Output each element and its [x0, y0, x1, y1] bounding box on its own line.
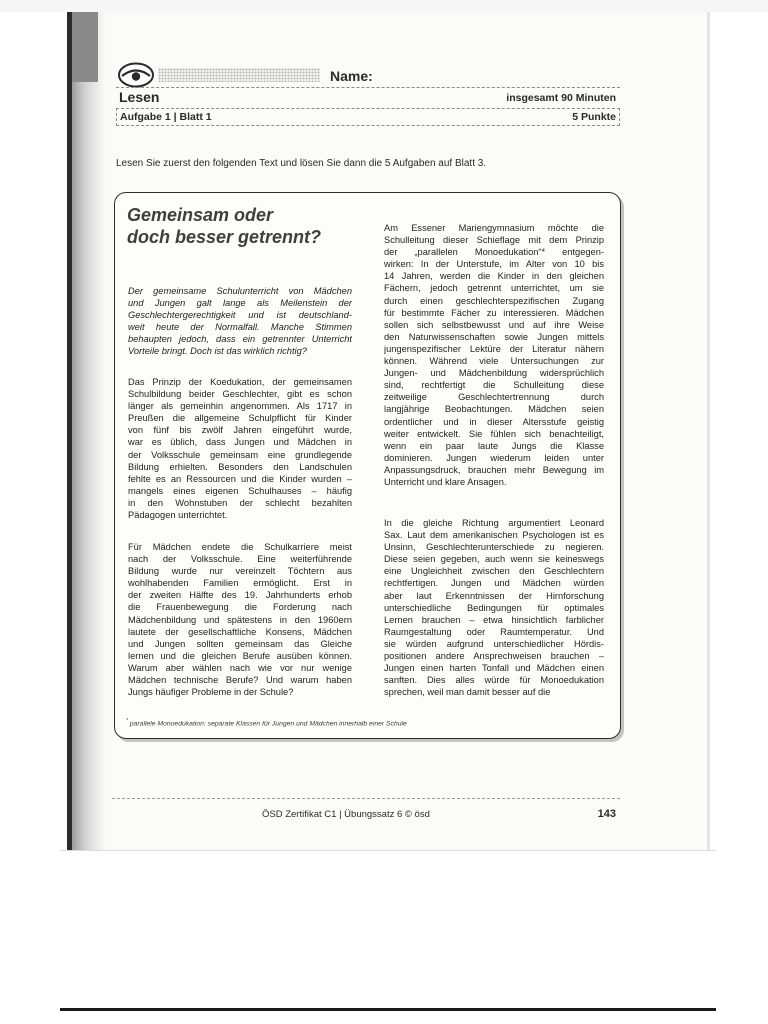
time-limit: insgesamt 90 Minuten — [506, 92, 616, 104]
text-line: der Volksschule gemeinsam eine grundlegende — [128, 449, 352, 460]
text-line: Warum aber wählen nach wie vor nur wenige — [128, 662, 352, 673]
footer-divider — [112, 798, 620, 799]
blank-lower-page — [60, 850, 716, 1008]
header-divider — [116, 87, 620, 88]
page-number: 143 — [597, 808, 616, 820]
instruction-text: Lesen Sie zuerst den folgenden Text und lösen Sie dann die 5 Aufgaben auf Blatt 3. — [116, 158, 487, 169]
text-line: Sax. Laut dem amerikanischen Psychologen ist es — [384, 530, 604, 541]
text-line: der zweiten Hälfte des 19. Jahrhunderts erhob — [128, 590, 352, 601]
text-line: Jungen einen harten Tonfall und Mädchen einen — [384, 663, 604, 674]
article-paragraph-1 — [128, 376, 352, 521]
article-lead — [128, 285, 352, 358]
page-left-edge — [67, 12, 72, 850]
points-label: 5 Punkte — [572, 111, 616, 123]
name-field-shading — [158, 68, 320, 82]
text-line: Anpassungsdruck, brauchen mehr Bewegung im — [384, 464, 604, 475]
task-label: Aufgabe 1 | Blatt 1 — [120, 111, 212, 123]
eye-icon — [116, 62, 156, 88]
section-title: Lesen — [119, 89, 160, 105]
name-label: Name: — [330, 68, 373, 84]
text-line: sprechen, weil man damit besser auf die — [384, 687, 551, 698]
text-line: behaupten jedoch, dass ein getrennter Unterricht — [128, 334, 352, 345]
text-line: weiter entwickelt. Sie fühlen sich benachteiligt, — [384, 428, 604, 439]
text-line: können. Während viele Untersuchungen zur — [384, 356, 604, 367]
text-line: Schulbildung beider Geschlechter, gibt es schon — [128, 389, 352, 400]
text-line: sind, rechtfertigt die Schulleitung diese — [384, 380, 604, 391]
text-line: lernen und die gleichen Berufe ausüben können. — [128, 650, 352, 661]
text-line: 14 Jahren, werden die Kinder in den gleichen — [384, 271, 604, 282]
text-line: durch einen geschlechterspezifischen Zugang — [384, 295, 604, 306]
text-line: Bildung erhielten. Besonders den Landschulen — [128, 461, 352, 472]
text-line: Diese seien gegeben, auch wenn sie keineswegs — [384, 554, 604, 565]
article-title-line: doch besser getrennt? — [127, 227, 322, 247]
article-title-line: Gemeinsam oder — [127, 205, 274, 225]
text-line: rechtfertigen. Jungen und Mädchen würden — [384, 578, 604, 589]
footnote — [126, 718, 407, 727]
text-line: Bildung wurde nur vereinzelt Töchtern aus — [128, 566, 352, 577]
text-line: Unterricht und klare Ansagen. — [384, 476, 507, 487]
text-line: Jungen- und Mädchenbildung widersprüchlich — [384, 368, 604, 379]
page-corner-shadow — [72, 12, 98, 82]
text-line: und Jungen sollten gemeinsam das Gleiche — [128, 638, 352, 649]
text-line: Unsinn, Geschlechterunterschiede zu negieren. — [384, 542, 604, 553]
footer-text: ÖSD Zertifikat C1 | Übungssatz 6 © ösd — [262, 809, 430, 820]
text-line: den Naturwissenschaften sowie Jungen mittels — [384, 331, 604, 342]
text-line: Lernen brauchen – etwa hinsichtlich farblicher — [384, 614, 604, 625]
footnote-text: parallele Monoedukation: separate Klassen für Jungen und Mädchen innerhalb einer Schule — [129, 720, 407, 728]
text-line: langjährige Beobachtungen. Mädchen seien — [384, 404, 604, 415]
text-line: dominieren. Jungen wiederum leiden unter — [384, 452, 604, 463]
text-line: Preußen die allgemeine Schulpflicht für Kinder — [128, 413, 352, 424]
text-line: für bestimmte Fächer zu interessieren. Mädchen — [384, 307, 604, 318]
text-line: Mädchenbildung und spätestens in den 1960ern — [128, 614, 352, 625]
article-paragraph-2 — [128, 541, 352, 698]
text-line: fehlte es an Ressourcen und die Kinder wurden – — [128, 473, 352, 484]
text-line: zeitweilige Geschlechtertrennung durch — [384, 392, 604, 403]
text-line: sanften. Dies alles würde für Monoedukation — [384, 675, 604, 686]
text-line: Pädagogen unterrichtet. — [128, 510, 228, 521]
text-line: wenn ein paar laute Jungs die Klasse — [384, 440, 604, 451]
text-line: aber laut Erkenntnissen der Hirnforschung — [384, 590, 604, 601]
scan-background — [0, 0, 768, 12]
text-line: unterschiedliche Bedingungen für optimales — [384, 602, 604, 613]
text-line: weit heute der Normalfall. Manche Stimmen — [128, 322, 352, 333]
text-line: Am Essener Mariengymnasium möchte die — [384, 223, 604, 233]
article-paragraph-3 — [384, 222, 604, 488]
text-line: mangels eines eigenen Schulhauses – häufig — [128, 485, 352, 496]
text-line: Jungs häufiger Probleme in der Schule? — [128, 687, 294, 698]
article-title — [127, 204, 367, 248]
text-line: war es üblich, dass Jungen und Mädchen in — [128, 437, 352, 448]
page-spine-shadow — [72, 12, 106, 850]
text-line: länger als gemeinhin angenommen. Als 1717 in — [128, 401, 352, 412]
text-line: wohlhabenden Familien ermöglicht. Erst in — [128, 578, 352, 589]
bottom-edge-line — [60, 1008, 716, 1011]
text-line: der „parallelen Monoedukation“* entgegen- — [384, 247, 604, 258]
text-line: Raumgestaltung oder Raumtemperatur. Und — [384, 626, 604, 637]
text-line: nach der Volksschule. Eine weiterführende — [128, 554, 352, 565]
text-line: Fächern, jedoch getrennt unterrichtet, um sie — [384, 283, 604, 294]
text-line: Schulleitung dieser Schieflage mit dem Prinzip — [384, 235, 604, 246]
text-line: und Jungen galt lange als Meilenstein der — [128, 298, 352, 309]
article-paragraph-4 — [384, 517, 604, 698]
text-line: jungenspezifischer Lektüre der Literatur nähern — [384, 343, 604, 354]
text-line: wirken: In der Unterstufe, im Alter von 10 bis — [384, 259, 604, 270]
text-line: die Frauenbewegung die Forderung nach — [128, 602, 352, 613]
page-right-edge — [707, 12, 710, 850]
text-line: sollen sich selbstbewusst und auf ihre Weise — [384, 319, 604, 330]
text-line: von fünf bis zwölf Jahren eingeführt wurde, — [128, 425, 352, 436]
text-line: ordentlicher und in dieser Altersstufe geistig — [384, 416, 604, 427]
text-line: eine Ungleichheit zwischen den Geschlechtern — [384, 566, 604, 577]
text-line: in den Wohnstuben der schlecht bezahlten — [128, 497, 352, 508]
text-line: Der gemeinsame Schulunterricht von Mädchen — [128, 286, 352, 296]
text-line: Vorteile bringt. Doch ist das wirklich richtig? — [128, 346, 307, 357]
text-line: positionen andere Ansprechweisen brauchen – — [384, 651, 604, 662]
text-line: Für Mädchen endete die Schulkarriere meist — [128, 542, 352, 552]
text-line: Das Prinzip der Koedukation, der gemeinsamen — [128, 377, 352, 387]
text-line: lautete der gesellschaftliche Konsens, Mädchen — [128, 626, 352, 637]
text-line: sie würden aufgrund unterschiedlicher Hördis- — [384, 638, 604, 649]
text-line: In die gleiche Richtung argumentiert Leonard — [384, 518, 604, 528]
text-line: Mädchen technische Berufe? Und warum haben — [128, 675, 352, 686]
footnote-mark: * — [126, 718, 128, 724]
text-line: Geschlechtergerechtigkeit und ist deutschland- — [128, 310, 352, 321]
